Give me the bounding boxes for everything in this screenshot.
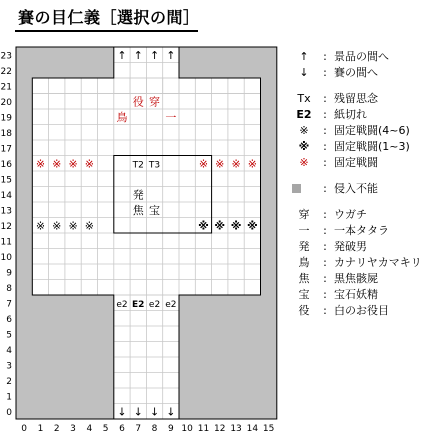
legend-key: ※ [299,156,309,169]
legend-key: 宝 [298,288,310,301]
legend-separator: : [323,66,327,79]
fixed-battle-red: ※ [52,157,62,171]
y-axis-label: 23 [0,51,12,62]
legend-key: 役 [298,304,310,317]
y-axis-label: 3 [6,361,12,372]
legend-key: 発 [298,240,310,253]
y-axis-label: 5 [6,330,12,341]
legend-desc: 黒焦骸屍 [334,272,378,285]
monster-koge: 焦 [132,203,144,217]
x-axis-label: 13 [230,424,242,431]
x-axis-label: 8 [151,424,158,431]
fixed-battle-red: ※ [35,157,46,171]
x-axis-label: 6 [119,424,125,431]
legend-key: ※ [298,140,310,153]
legend-desc: 発破男 [334,240,367,253]
legend-desc: 白のお役目 [334,304,389,317]
fixed-battle-4-6: ※ [52,219,62,233]
x-axis-label: 2 [53,424,60,431]
y-axis-label: 19 [0,113,12,124]
monster-hatsu: 発 [132,188,144,202]
y-axis-label: 7 [6,299,12,310]
y-axis-label: 15 [0,175,12,186]
fixed-battle-red: ※ [231,157,241,171]
fixed-battle-1-3: ※ [198,219,209,233]
y-axis-label: 18 [0,128,12,139]
stairs-down: ↓ [149,405,160,419]
fixed-battle-red: ※ [215,157,225,171]
legend-key: 焦 [298,272,310,285]
y-axis-label: 1 [6,392,12,403]
legend-desc: ウガチ [334,208,367,221]
monster-hoseki: 宝 [149,203,161,217]
stairs-down: ↓ [133,405,143,419]
legend-desc: 賽の間へ [334,66,378,79]
fixed-battle-1-3: ※ [214,219,226,233]
memory-t3: T3 [148,160,161,171]
y-axis-label: 8 [6,283,12,294]
legend-desc: 侵入不能 [334,182,378,195]
monster-ugachi: 穿 [149,95,161,109]
monster-bird: 鳥 [116,110,128,124]
page-title: 賽の目仁義［選択の間］ [18,8,200,27]
memory-t2: T2 [132,160,144,171]
legend-separator: : [323,208,327,221]
fixed-battle-4-6: ※ [68,219,78,233]
y-axis-label: 17 [0,144,12,155]
legend-separator: : [323,288,327,301]
legend-separator: : [323,240,327,253]
stairs-up: ↑ [133,48,143,62]
legend-key: 穿 [298,208,310,221]
impassable-swatch [292,184,301,193]
legend-separator: : [323,124,327,137]
monster-ippon: 一 [165,110,177,124]
y-axis-label: 0 [6,407,12,418]
legend-key: ↑ [299,50,309,63]
fixed-battle-1-3: ※ [230,219,242,233]
y-axis-label: 14 [0,190,12,201]
paper-e2: e2 [116,299,128,310]
x-axis-label: 4 [86,424,93,431]
y-axis-label: 10 [0,252,12,263]
fixed-battle-4-6: ※ [35,219,46,233]
x-axis-label: 7 [135,424,142,431]
stairs-up: ↑ [166,48,176,62]
legend-desc: 残留思念 [334,92,378,105]
legend-desc: 固定戦闘(1~3) [334,140,410,153]
legend-separator: : [323,256,327,269]
y-axis-label: 2 [6,376,12,387]
paper-E2: E2 [132,299,145,310]
paper-e2: e2 [148,299,161,310]
legend-separator: : [323,92,327,105]
legend-separator: : [323,50,327,63]
legend-desc: 固定戦闘(4~6) [334,124,410,137]
x-axis-label: 5 [102,424,109,431]
legend-separator: : [323,182,327,195]
legend-desc: 宝石妖精 [334,288,378,301]
y-axis-label: 12 [0,221,12,232]
legend-separator: : [323,304,327,317]
fixed-battle-red: ※ [247,157,257,171]
x-axis-label: 0 [21,424,28,431]
x-axis-label: 14 [246,424,259,431]
y-axis-label: 20 [0,97,12,108]
legend-desc: 紙切れ [334,108,367,121]
legend-key: 鳥 [298,256,310,269]
legend-key: 一 [298,224,310,237]
x-axis-label: 1 [37,424,44,431]
legend-desc: 景品の間へ [334,50,389,63]
y-axis-label: 4 [6,345,12,356]
x-axis-label: 15 [262,424,275,431]
legend-separator: : [323,140,327,153]
stairs-up: ↑ [149,48,160,62]
y-axis-label: 21 [0,82,12,93]
stairs-down: ↓ [117,405,127,419]
stairs-down: ↓ [166,405,176,419]
x-axis-label: 12 [214,424,226,431]
x-axis-label: 3 [70,424,76,431]
y-axis-label: 6 [6,314,12,325]
legend-desc: 一本タタラ [334,224,389,237]
y-axis-label: 9 [6,268,12,279]
y-axis-label: 13 [0,206,12,217]
legend-key: ※ [299,124,309,137]
fixed-battle-red: ※ [84,157,94,171]
fixed-battle-red: ※ [68,157,78,171]
y-axis-label: 22 [0,66,12,77]
legend-desc: 固定戦闘 [334,156,378,169]
stairs-up: ↑ [117,48,127,62]
legend-key: E2 [296,108,312,121]
monster-role: 役 [132,95,144,109]
x-axis-label: 11 [197,424,210,431]
fixed-battle-1-3: ※ [246,219,258,233]
legend-separator: : [323,156,327,169]
legend-separator: : [323,224,327,237]
legend-separator: : [323,272,327,285]
paper-e2: e2 [165,299,177,310]
legend-desc: カナリヤカマキリ [334,256,422,269]
x-axis-label: 9 [167,424,174,431]
fixed-battle-red: ※ [198,157,209,171]
legend-key: ↓ [299,66,309,79]
y-axis-label: 16 [0,159,12,170]
y-axis-label: 11 [0,237,12,248]
legend-key: Tx [297,92,311,105]
legend-separator: : [323,108,327,121]
x-axis-label: 10 [181,424,193,431]
fixed-battle-4-6: ※ [84,219,94,233]
